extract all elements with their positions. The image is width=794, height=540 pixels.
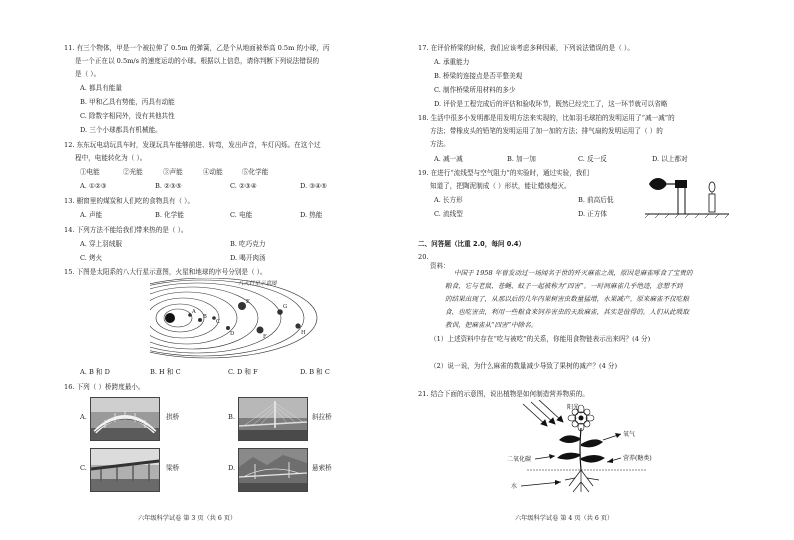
q17-option-a[interactable]: A. 承重能力 — [434, 58, 470, 66]
q15-option-b[interactable]: B. H 和 C — [150, 368, 181, 376]
q12-option-b[interactable]: B. ②③⑤ — [155, 182, 182, 190]
oxygen-label: 氧气 — [623, 431, 636, 438]
q13-option-c[interactable]: C. 电能 — [230, 211, 253, 219]
q11-stem-line-2: 是一个正在以 0.5m/s 的速度运动的小球。根据以上信息，请你判断下列说法错误的 — [75, 57, 320, 65]
q18-option-a[interactable]: A. 减一减 — [434, 155, 463, 163]
q19-stem-line-2: 知道了，把陶泥制成（ ）形状，能让蜡烛熄灭。 — [430, 182, 571, 190]
planet-label-g: G — [283, 304, 288, 310]
planet-label-e: E — [246, 299, 250, 305]
q20-material-line-4: 食，也吃害虫，利用一些粮食来饲养害虫的天敌麻雀，其实是值得的。人们从此吸取 — [445, 308, 689, 316]
q13-option-a[interactable]: A. 声能 — [80, 211, 103, 219]
water-label: 水 — [511, 483, 518, 490]
q20-sub-question-2: （2）说一说，为什么麻雀的数量减少导致了果树的减产？(4 分) — [430, 362, 618, 370]
solar-system-diagram — [150, 278, 320, 360]
q20-material-line-1: 中国于 1958 年曾发动过一场闻名于世的歼灭麻雀之战，原因是麻雀啄食了宝贵的 — [454, 269, 693, 277]
q19-option-a[interactable]: A. 长方形 — [434, 196, 463, 204]
q17-stem: 17. 在评价桥梁的时候，我们应该考虑多种因素，下列说法错误的是（ ）。 — [418, 44, 634, 52]
planet-label-d: D — [230, 331, 235, 337]
q16-option-a-letter[interactable]: A. — [80, 413, 87, 421]
cable-stayed-bridge-photo — [238, 397, 308, 441]
q16-option-d-letter[interactable]: D. — [228, 464, 236, 472]
q17-option-b[interactable]: B. 桥梁的连接点是否平整美观 — [434, 72, 523, 80]
clay-shape-icon — [649, 178, 667, 190]
q14-stem: 14. 下列方法不能给我们带来热的是（ ）。 — [64, 226, 188, 234]
q12-stem-line-2: 程中，电能转化为（ ）。 — [75, 154, 147, 162]
q12-item-3: ③声能 — [163, 168, 183, 176]
q13-stem: 13. 橱窗里的煤炭和人们吃的食物具有（ ）。 — [64, 197, 195, 205]
solar-system-title: 八大行星示意图 — [238, 281, 277, 287]
clay-holder-icon — [675, 180, 687, 188]
q19-option-c[interactable]: C. 流线型 — [434, 210, 463, 218]
q11-option-d[interactable]: D. 三个小球都具有机械能。 — [80, 126, 162, 134]
q18-option-c[interactable]: C. 反一反 — [578, 155, 607, 163]
q14-option-c[interactable]: C. 烤火 — [80, 254, 103, 262]
q14-option-a[interactable]: A. 穿上羽绒服 — [80, 240, 122, 248]
flame-icon — [709, 182, 715, 192]
q18-option-b[interactable]: B. 加一加 — [507, 155, 536, 163]
page-4-footer: 六年级科学试卷 第 4 页（共 6 页） — [515, 515, 614, 522]
roots-icon — [565, 470, 599, 492]
section-2-heading: 二、问答题（比重 2.0，每问 0.4） — [418, 240, 526, 248]
q17-option-d[interactable]: D. 评价是工程完成后的评估和验收环节，既然已经完工了，这一环节就可以省略 — [434, 100, 668, 108]
q14-option-d[interactable]: D. 喝开肉汤 — [230, 254, 266, 262]
sun-icon — [165, 313, 175, 323]
q11-stem-line-1: 11. 有三个物体，甲是一个被拉伸了 0.5m 的弹簧，乙是个从地面被举高 0.5m 的小球，丙 — [64, 44, 330, 52]
q21-stem: 21. 结合下面的示意图，说出植物是如何制造营养物质的。 — [418, 390, 589, 398]
nutrition-label: 营养(糖类) — [623, 455, 652, 462]
q11-stem-line-3: 是（ ）。 — [75, 70, 101, 78]
q12-item-4: ④动能 — [203, 168, 223, 176]
q16-option-a-name: 拱桥 — [166, 413, 180, 421]
exam-page-4 — [397, 0, 794, 540]
q20-sub-question-1: （1）上述资料中存在“吃与被吃”的关系，你能用食物链表示出来吗？(4 分) — [430, 335, 651, 343]
q13-option-d[interactable]: D. 热能 — [300, 211, 323, 219]
sunlight-label: 阳光 — [567, 404, 580, 411]
q16-option-c-letter[interactable]: C. — [80, 464, 87, 472]
planet-f-icon — [257, 327, 264, 334]
candle-experiment-diagram — [645, 170, 729, 222]
q15-option-a[interactable]: A. B 和 D — [80, 368, 110, 376]
planet-h-icon — [295, 323, 300, 328]
q16-option-b-name: 斜拉桥 — [312, 413, 332, 421]
q11-option-a[interactable]: A. 都具有能量 — [80, 84, 122, 92]
q12-item-1: ①电能 — [80, 168, 100, 176]
q19-option-b[interactable]: B. 前高后低 — [578, 196, 614, 204]
page-3-footer: 六年级科学试卷 第 3 页（共 6 页） — [138, 515, 237, 522]
planet-d-icon — [226, 326, 230, 330]
q12-item-2: ②光能 — [123, 168, 143, 176]
q13-option-b[interactable]: B. 化学能 — [155, 211, 184, 219]
beam-bridge-photo — [90, 448, 160, 492]
planet-label-h: H — [301, 330, 306, 336]
q12-item-5: ⑤化学能 — [242, 168, 269, 176]
photosynthesis-diagram — [507, 400, 677, 500]
q20-material-line-2: 粮食，它与老鼠、苍蝇、蚊子一起被称为“四害”。一时间麻雀几乎绝迹，意想不到 — [445, 282, 683, 290]
q15-option-c[interactable]: C. D 和 F — [228, 368, 258, 376]
q15-stem: 15. 下图是太阳系的八大行星示意图，火星和地球的序号分别是（ ）。 — [64, 268, 267, 276]
q18-stem-line-1: 18. 生活中很多小发明都是用发明方法来实现的，比如羽毛球拍的发明运用了“减一减”的 — [418, 114, 675, 122]
q20-number: 20. — [418, 253, 429, 261]
q19-option-d[interactable]: D. 正方体 — [578, 210, 608, 218]
planet-label-c: C — [216, 319, 220, 325]
q11-option-c[interactable]: C. 除数字相同外，没有其他共性 — [80, 112, 175, 120]
q12-option-c[interactable]: C. ②③④ — [230, 182, 257, 190]
candle-icon — [709, 194, 715, 212]
q14-option-b[interactable]: B. 吃巧克力 — [230, 240, 266, 248]
planet-label-b: B — [203, 314, 207, 320]
q20-material-line-5: 教训，把麻雀从“四害”中除名。 — [445, 321, 538, 329]
planet-g-icon — [277, 309, 283, 315]
q15-option-d[interactable]: D. B 和 C — [300, 368, 330, 376]
q19-stem-line-1: 19. 在进行“流线型与空气阻力”的实验时，通过实验，我们 — [418, 169, 589, 177]
q18-stem-line-3: 方法。 — [430, 140, 450, 148]
planet-label-a: A — [192, 309, 196, 315]
co2-label: 二氧化碳 — [507, 456, 532, 463]
q18-option-d[interactable]: D. 以上都对 — [652, 155, 688, 163]
q20-label: 资料： — [430, 262, 450, 270]
leaf-icon — [557, 435, 605, 462]
q12-stem-line-1: 12. 东东玩电动玩具车时，发现玩具车能够前进、转弯，发出声音，车灯闪烁。在这个过 — [64, 141, 321, 149]
q16-stem: 16. 下列（ ）桥跨度最小。 — [64, 383, 145, 391]
q11-option-b[interactable]: B. 甲和乙具有势能，丙具有动能 — [80, 98, 175, 106]
q16-option-b-letter[interactable]: B. — [228, 413, 235, 421]
q16-option-c-name: 梁桥 — [166, 464, 180, 472]
q17-option-c[interactable]: C. 制作桥梁所用材料的多少 — [434, 86, 516, 94]
planet-b-icon — [198, 318, 202, 322]
q20-material-line-3: 的结果出现了，从那以后的几年内果树害虫数量猛增，水果减产。原来麻雀不仅吃粮 — [445, 295, 689, 303]
sunlight-arrows-icon — [523, 400, 563, 426]
planet-e-icon — [238, 302, 246, 310]
planet-label-f: F — [263, 334, 267, 340]
q18-stem-line-2: 方法；带橡皮头的铅笔的发明运用了加一加的方法；排气扇的发明运用了（ ）的 — [430, 127, 663, 135]
arch-bridge-photo — [90, 397, 160, 441]
q12-option-d[interactable]: D. ③④⑤ — [300, 182, 327, 190]
suspension-bridge-photo — [238, 448, 308, 492]
q12-option-a[interactable]: A. ①②③ — [80, 182, 107, 190]
q16-option-d-name: 悬索桥 — [312, 464, 332, 472]
